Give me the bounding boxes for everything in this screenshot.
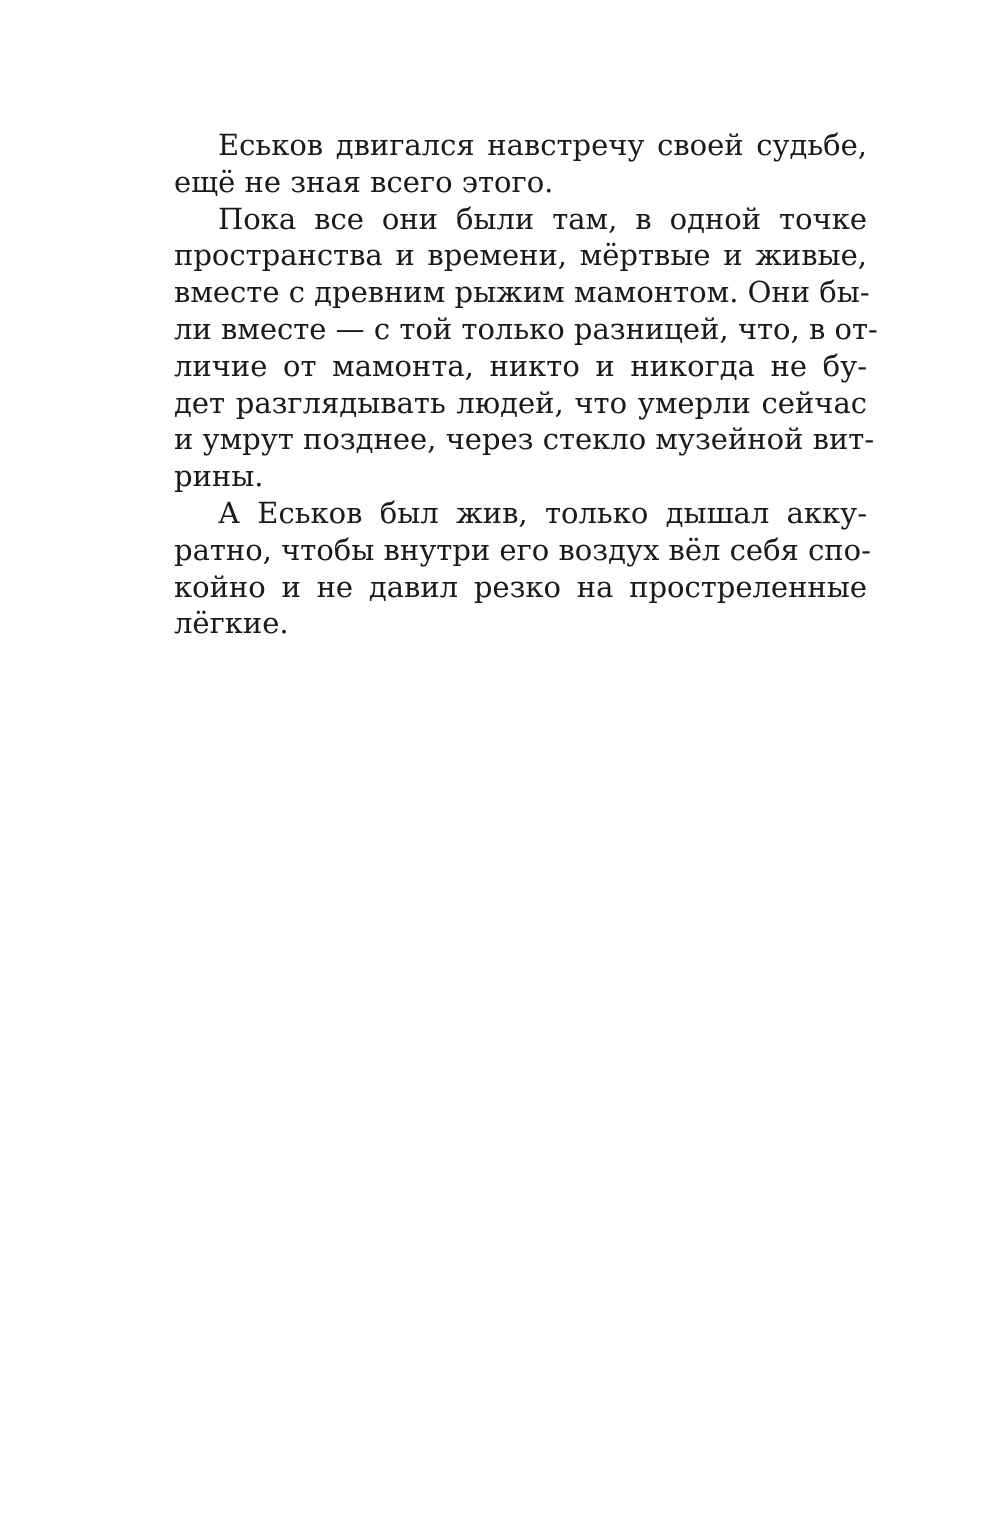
text-line: ли вместе — с той только разницей, что, в от- [174, 311, 878, 346]
text-body [174, 127, 878, 642]
paragraph-1 [174, 127, 867, 201]
text-line: вместе с древним рыжим мамонтом. Они бы- [174, 275, 870, 310]
text-line: койно и не давил резко на простреленные [174, 569, 867, 604]
text-line: лёгкие. [174, 606, 289, 641]
text-line: ещё не зная всего этого. [174, 164, 554, 199]
text-line: ратно, чтобы внутри его воздух вёл себя спо- [174, 532, 871, 567]
text-line: Пока все они были там, в одной точке [218, 201, 867, 236]
text-line: пространства и времени, мёртвые и живые, [174, 238, 867, 273]
text-line: Еськов двигался навстречу своей судьбе, [218, 128, 867, 162]
text-line: личие от мамонта, никто и никогда не бу- [174, 348, 867, 383]
text-line: и умрут позднее, через стекло музейной вит- [174, 422, 875, 457]
text-line: дет разглядывать людей, что умерли сейчас [174, 385, 867, 420]
text-line: А Еськов был жив, только дышал акку- [218, 495, 867, 530]
paragraph-3 [174, 495, 871, 642]
paragraph-2 [174, 201, 878, 495]
text-line: рины. [174, 459, 264, 494]
